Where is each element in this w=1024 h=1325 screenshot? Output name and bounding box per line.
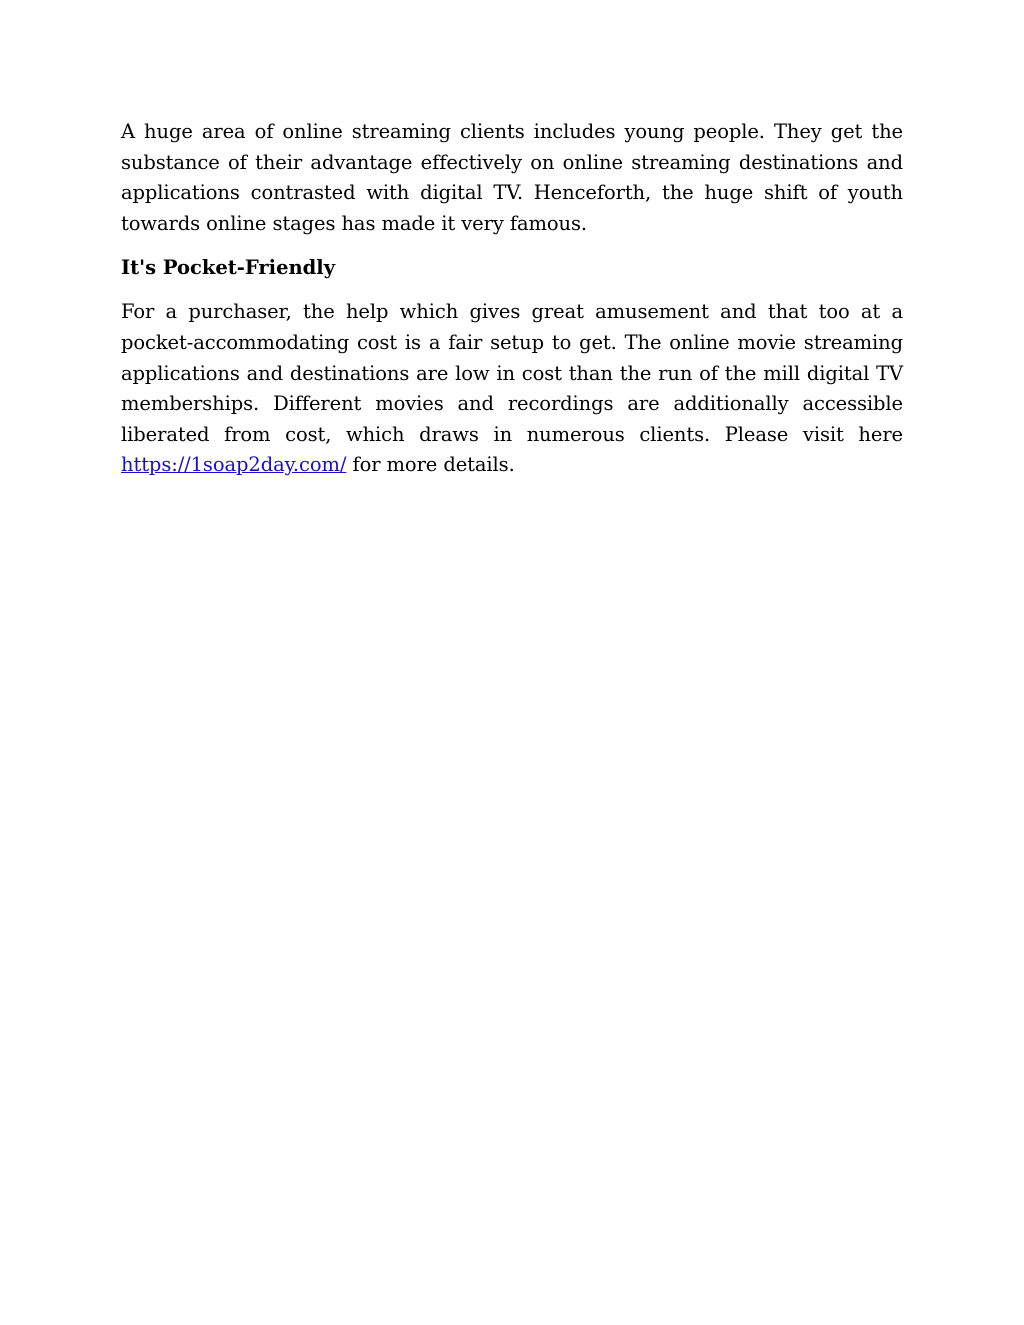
paragraph-youth-streaming: A huge area of online streaming clients includes young people. They get the substance of their advantage effectively on online streaming destinations and applications contrasted with digital TV. Henceforth, the huge shift of youth towards online stages has made it very famous.: [121, 120, 903, 235]
paragraph-pocket-friendly: [121, 297, 903, 481]
paragraph-text-after-link: for more details.: [346, 453, 515, 477]
section-heading-pocket-friendly: It's Pocket-Friendly: [121, 256, 336, 280]
site-link[interactable]: https://1soap2day.com/: [121, 453, 347, 477]
paragraph-text-before-link: For a purchaser, the help which gives great amusement and that too at a pocket-accommodating cost is a fair setup to get. The online movie streaming applications and destinations are low in cost than the run of the mill digital TV memberships. Different movies and recordings are additionally accessible liberated from cost, which draws in numerous clients. Please visit here: [121, 300, 903, 446]
document-page: [121, 117, 903, 481]
